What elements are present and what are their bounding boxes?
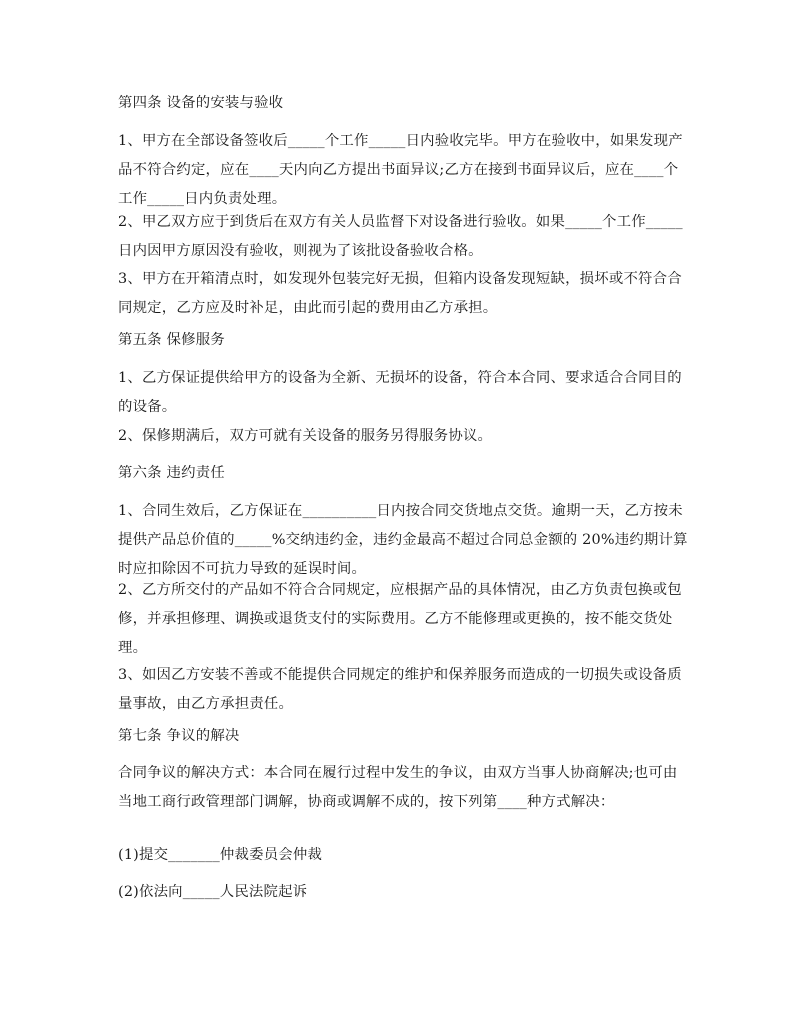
paragraph-6-1: 1、合同生效后，乙方保证在__________日内按合同交货地点交货。逾期一天，乙方按未提供产品总价值的_____%交纳违约金，违约金最高不超过合同总金额的 20%违约期计算时应扣除因不可抗力导致的延误时间。	[118, 503, 688, 577]
paragraph-4-2: 2、甲乙双方应于到货后在双方有关人员监督下对设备进行验收。如果_____个工作_____日内因甲方原因没有验收，则视为了该批设备验收合格。	[118, 214, 683, 259]
section-heading-4: 第四条 设备的安装与验收	[118, 95, 284, 111]
paragraph-7-2: (1)提交_______仲裁委员会仲裁	[118, 847, 323, 863]
paragraph-5-2: 2、保修期满后，双方可就有关设备的服务另得服务协议。	[118, 428, 493, 444]
paragraph-7-1: 合同争议的解决方式：本合同在履行过程中发生的争议，由双方当事人协商解决;也可由当地工商行政管理部门调解，协商或调解不成的，按下列第____种方式解决：	[118, 765, 678, 810]
paragraph-7-3: (2)依法向_____人民法院起诉	[118, 884, 308, 900]
section-heading-7: 第七条 争议的解决	[118, 728, 240, 744]
section-heading-5: 第五条 保修服务	[118, 332, 225, 348]
section-heading-6: 第六条 违约责任	[118, 465, 225, 481]
paragraph-4-3: 3、甲方在开箱清点时，如发现外包装完好无损，但箱内设备发现短缺，损坏或不符合合同规定，乙方应及时补足，由此而引起的费用由乙方承担。	[118, 271, 682, 316]
paragraph-6-3: 3、如因乙方安装不善或不能提供合同规定的维护和保养服务而造成的一切损失或设备质量事故，由乙方承担责任。	[118, 667, 682, 712]
paragraph-6-2: 2、乙方所交付的产品如不符合合同规定，应根据产品的具体情况，由乙方负责包换或包修，并承担修理、调换或退货支付的实际费用。乙方不能修理或更换的，按不能交货处理。	[118, 582, 682, 656]
paragraph-4-1: 1、甲方在全部设备签收后_____个工作_____日内验收完毕。甲方在验收中，如果发现产品不符合约定，应在____天内向乙方提出书面异议;乙方在接到书面异议后，应在____个工作_____日内负责处理。	[118, 133, 683, 207]
paragraph-5-1: 1、乙方保证提供给甲方的设备为全新、无损坏的设备，符合本合同、要求适合合同目的的设备。	[118, 370, 682, 415]
